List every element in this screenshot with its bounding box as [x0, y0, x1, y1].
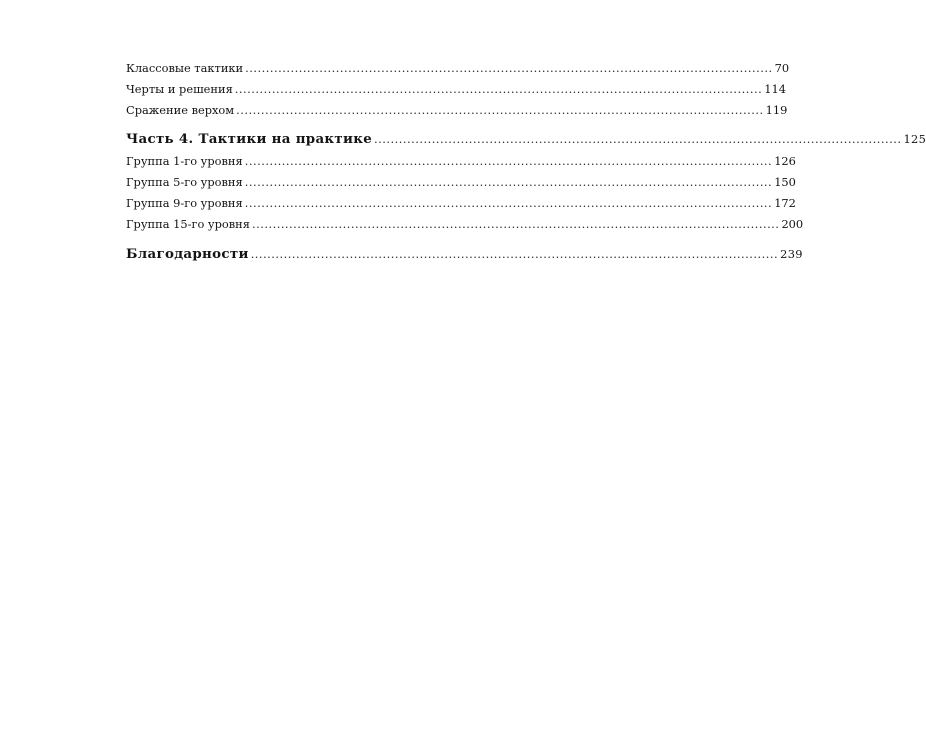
- dot-leader: ................................................................................................................................: [244, 154, 773, 168]
- toc-entry-title: Группа 9-го уровня: [126, 196, 243, 210]
- toc-entry-page: 150: [774, 175, 796, 189]
- toc-entry-page: 200: [781, 217, 804, 231]
- toc-entry-page: 125: [903, 132, 926, 146]
- toc-entry-title: Черты и решения: [126, 82, 233, 96]
- dot-leader: ................................................................................................................................: [234, 82, 763, 96]
- toc-entry-group-level-9[interactable]: [126, 196, 796, 210]
- toc-entry-class-tactics[interactable]: [126, 61, 790, 75]
- toc-entry-group-level-1[interactable]: [126, 154, 796, 168]
- toc-entry-title: Классовые тактики: [126, 61, 244, 75]
- dot-leader: ................................................................................................................................: [251, 217, 780, 231]
- toc-entry-mounted-combat[interactable]: [126, 103, 788, 117]
- toc-entry-title: Сражение верхом: [126, 103, 235, 117]
- toc-entry-feats[interactable]: [126, 82, 786, 96]
- toc-entry-page: 126: [774, 154, 796, 168]
- dot-leader: ................................................................................................................................: [244, 196, 773, 210]
- toc-entry-page: 239: [780, 247, 803, 261]
- dot-leader: ................................................................................................................................: [244, 175, 773, 189]
- toc-entry-title: Группа 15-го уровня: [126, 217, 250, 231]
- toc-entry-page: 70: [774, 61, 790, 75]
- toc-entry-group-level-5[interactable]: [126, 175, 796, 189]
- toc-entry-page: 114: [764, 82, 786, 96]
- toc-entry-title: Группа 5-го уровня: [126, 175, 243, 189]
- dot-leader: ................................................................................................................................: [374, 132, 902, 146]
- toc-part-title: Благодарности: [126, 246, 249, 262]
- toc-entry-page: 119: [765, 103, 788, 117]
- toc-entry-group-level-15[interactable]: [126, 217, 804, 231]
- dot-leader: ................................................................................................................................: [250, 247, 779, 261]
- toc-entry-acknowledgements[interactable]: [126, 246, 803, 262]
- toc-part-title: Часть 4. Тактики на практике: [126, 131, 373, 147]
- dot-leader: ................................................................................................................................: [236, 103, 764, 117]
- toc-entry-title: Группа 1-го уровня: [126, 154, 243, 168]
- toc-part-heading[interactable]: [126, 131, 926, 147]
- dot-leader: ................................................................................................................................: [245, 61, 773, 75]
- toc-entry-page: 172: [774, 196, 796, 210]
